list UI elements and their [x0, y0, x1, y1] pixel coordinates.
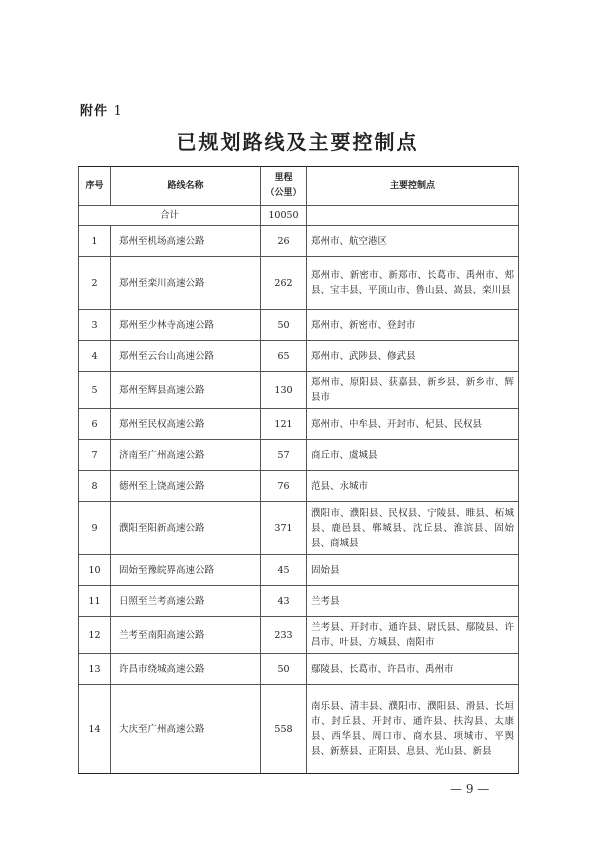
row-points: 郑州市、航空港区	[307, 226, 519, 257]
row-points: 商丘市、虞城县	[307, 440, 519, 471]
table-row	[79, 372, 519, 409]
row-mileage: 262	[261, 257, 307, 310]
row-points: 兰考县、开封市、通许县、尉氏县、鄢陵县、许昌市、叶县、方城县、南阳市	[307, 617, 519, 654]
attachment-number: 1	[113, 104, 123, 119]
row-mileage: 130	[261, 372, 307, 409]
table-row	[79, 440, 519, 471]
row-points: 濮阳市、濮阳县、民权县、宁陵县、睢县、柘城县、鹿邑县、郸城县、沈丘县、淮滨县、固始县、商城县	[307, 502, 519, 555]
row-route: 濮阳至阳新高速公路	[111, 502, 261, 555]
table-header-row	[79, 167, 519, 206]
header-seq: 序号	[79, 167, 111, 206]
row-route: 郑州至栾川高速公路	[111, 257, 261, 310]
total-label: 合计	[79, 206, 261, 226]
row-points: 南乐县、清丰县、濮阳市、濮阳县、滑县、长垣市、封丘县、开封市、通许县、扶沟县、太康县、西华县、周口市、商水县、项城市、平舆县、新蔡县、正阳县、息县、光山县、新县	[307, 685, 519, 774]
table-row	[79, 471, 519, 502]
page-number: — 9 —	[450, 782, 490, 796]
table-row	[79, 617, 519, 654]
row-route: 许昌市绕城高速公路	[111, 654, 261, 685]
row-seq: 8	[79, 471, 111, 502]
row-points: 兰考县	[307, 586, 519, 617]
row-seq: 10	[79, 555, 111, 586]
row-route: 固始至豫皖界高速公路	[111, 555, 261, 586]
total-points	[307, 206, 519, 226]
row-seq: 5	[79, 372, 111, 409]
header-mileage-unit: （公里）	[265, 188, 302, 198]
row-mileage: 45	[261, 555, 307, 586]
row-mileage: 26	[261, 226, 307, 257]
table-row	[79, 654, 519, 685]
page-title: 已规划路线及主要控制点	[176, 130, 419, 154]
row-mileage: 121	[261, 409, 307, 440]
row-route: 日照至兰考高速公路	[111, 586, 261, 617]
row-points: 郑州市、新密市、新郑市、长葛市、禹州市、郏县、宝丰县、平顶山市、鲁山县、嵩县、栾川县	[307, 257, 519, 310]
row-points: 固始县	[307, 555, 519, 586]
row-mileage: 371	[261, 502, 307, 555]
total-value: 10050	[261, 206, 307, 226]
row-mileage: 50	[261, 654, 307, 685]
row-seq: 12	[79, 617, 111, 654]
row-mileage: 57	[261, 440, 307, 471]
row-seq: 9	[79, 502, 111, 555]
row-route: 郑州至辉县高速公路	[111, 372, 261, 409]
row-mileage: 233	[261, 617, 307, 654]
row-points: 郑州市、武陟县、修武县	[307, 341, 519, 372]
row-seq: 14	[79, 685, 111, 774]
table-row	[79, 257, 519, 310]
table-row	[79, 555, 519, 586]
row-route: 郑州至机场高速公路	[111, 226, 261, 257]
table-row	[79, 409, 519, 440]
row-route: 济南至广州高速公路	[111, 440, 261, 471]
row-route: 郑州至民权高速公路	[111, 409, 261, 440]
total-row	[79, 206, 519, 226]
row-seq: 13	[79, 654, 111, 685]
row-mileage: 65	[261, 341, 307, 372]
header-points: 主要控制点	[307, 167, 519, 206]
row-mileage: 558	[261, 685, 307, 774]
row-seq: 1	[79, 226, 111, 257]
row-points: 郑州市、新密市、登封市	[307, 310, 519, 341]
row-mileage: 43	[261, 586, 307, 617]
table-row	[79, 310, 519, 341]
row-route: 郑州至少林寺高速公路	[111, 310, 261, 341]
row-route: 德州至上饶高速公路	[111, 471, 261, 502]
row-seq: 7	[79, 440, 111, 471]
table-row	[79, 226, 519, 257]
row-points: 范县、永城市	[307, 471, 519, 502]
table-row	[79, 685, 519, 774]
row-points: 鄢陵县、长葛市、许昌市、禹州市	[307, 654, 519, 685]
row-route: 郑州至云台山高速公路	[111, 341, 261, 372]
row-route: 大庆至广州高速公路	[111, 685, 261, 774]
attachment-label	[80, 100, 123, 119]
table-row	[79, 586, 519, 617]
row-points: 郑州市、原阳县、获嘉县、新乡县、新乡市、辉县市	[307, 372, 519, 409]
table-row	[79, 502, 519, 555]
attachment-word: 附件	[80, 104, 109, 119]
row-seq: 3	[79, 310, 111, 341]
row-seq: 2	[79, 257, 111, 310]
row-seq: 4	[79, 341, 111, 372]
row-mileage: 76	[261, 471, 307, 502]
row-mileage: 50	[261, 310, 307, 341]
header-mileage-label: 里程	[274, 173, 293, 183]
row-seq: 6	[79, 409, 111, 440]
row-seq: 11	[79, 586, 111, 617]
header-route: 路线名称	[111, 167, 261, 206]
route-table	[78, 166, 519, 774]
table-row	[79, 341, 519, 372]
header-mileage	[261, 167, 307, 206]
row-points: 郑州市、中牟县、开封市、杞县、民权县	[307, 409, 519, 440]
row-route: 兰考至南阳高速公路	[111, 617, 261, 654]
